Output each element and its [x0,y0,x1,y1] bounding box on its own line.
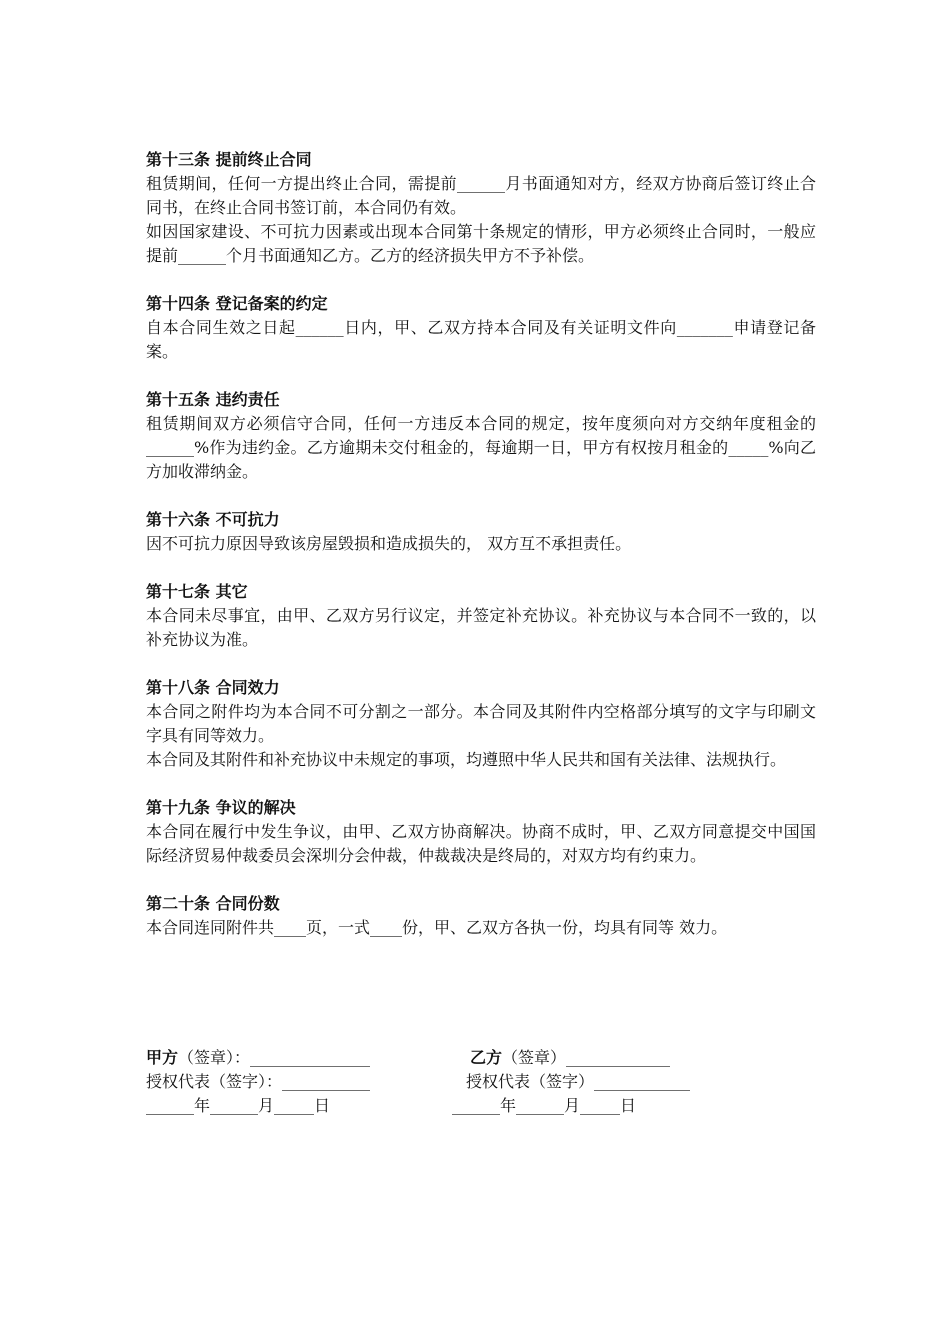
party-a-label: 甲方 [146,1048,179,1067]
party-a-date: ______年______月_____日 [146,1096,331,1115]
article-paragraph: 本合同之附件均为本合同不可分割之一部分。本合同及其附件内空格部分填写的文字与印刷文字具有同等效力。 [146,702,816,745]
signature-block [146,1046,826,1118]
article-heading: 第十七条 其它 [146,582,248,601]
article-paragraph: 因不可抗力原因导致该房屋毁损和造成损失的， 双方互不承担责任。 [146,534,632,553]
article-19 [146,796,816,868]
article-heading: 第十五条 违约责任 [146,390,280,409]
article-heading: 第十八条 合同效力 [146,678,280,697]
article-heading: 第二十条 合同份数 [146,894,280,913]
article-heading: 第十六条 不可抗力 [146,510,280,529]
party-b-signature [470,1046,670,1070]
article-18 [146,676,816,772]
article-heading: 第十九条 争议的解决 [146,798,296,817]
article-paragraph: 如因国家建设、不可抗力因素或出现本合同第十条规定的情形，甲方必须终止合同时，一般应提前______个月书面通知乙方。乙方的经济损失甲方不予补偿。 [146,222,816,265]
article-17 [146,580,816,652]
article-13 [146,148,816,268]
party-b-representative: 授权代表（签字）____________ [466,1072,691,1091]
article-heading: 第十三条 提前终止合同 [146,150,312,169]
party-b-date: ______年______月_____日 [452,1096,637,1115]
article-paragraph: 租赁期间双方必须信守合同，任何一方违反本合同的规定，按年度须向对方交纳年度租金的______%作为违约金。乙方逾期未交付租金的，每逾期一日，甲方有权按月租金的_____%向乙方加收滞纳金。 [146,414,816,481]
party-a-representative: 授权代表（签字）：___________ [146,1072,371,1091]
article-15 [146,388,816,484]
signature-row [146,1046,826,1070]
article-paragraph: 本合同连同附件共____页，一式____份，甲、乙双方各执一份，均具有同等 效力。 [146,918,728,937]
party-a-seal-line: （签章）：_______________ [178,1048,371,1067]
article-paragraph: 自本合同生效之日起______日内，甲、乙双方持本合同及有关证明文件向_______申请登记备案。 [146,318,816,361]
article-14 [146,292,816,364]
article-heading: 第十四条 登记备案的约定 [146,294,328,313]
date-row [146,1094,826,1118]
party-b-label: 乙方 [470,1048,503,1067]
representative-row [146,1070,826,1094]
article-paragraph: 本合同在履行中发生争议，由甲、乙双方协商解决。协商不成时，甲、乙双方同意提交中国国际经济贸易仲裁委员会深圳分会仲裁，仲裁裁决是终局的，对双方均有约束力。 [146,822,816,865]
article-paragraph: 本合同未尽事宜，由甲、乙双方另行议定，并签定补充协议。补充协议与本合同不一致的，以补充协议为准。 [146,606,816,649]
party-a-signature [146,1046,370,1070]
article-paragraph: 本合同及其附件和补充协议中未规定的事项，均遵照中华人民共和国有关法律、法规执行。 [146,750,787,769]
article-20 [146,892,816,940]
party-b-seal-line: （签章）_____________ [502,1048,671,1067]
contract-body [146,148,816,964]
article-16 [146,508,816,556]
article-paragraph: 租赁期间，任何一方提出终止合同，需提前______月书面通知对方，经双方协商后签订终止合同书，在终止合同书签订前，本合同仍有效。 [146,174,816,217]
